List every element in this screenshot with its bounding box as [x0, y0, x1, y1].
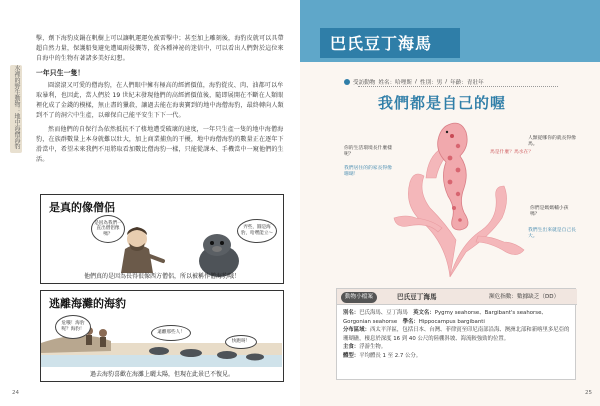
comic-panel-monk [40, 194, 284, 284]
speech-bubble-warning: 遠離那些人！ [151, 325, 191, 341]
fact-card-status: 瀕危指數：數據缺乏（DD） [489, 294, 560, 300]
comic-panel-beach-caption: 過去海豹喜歡在海灘上曬太陽，但現在此景已不復見。 [89, 371, 234, 378]
fact-food-line: 主食：浮游生物。 [343, 344, 387, 351]
speech-bubble-seal: 弄些，圓是海豹，哈嘿能立～ [237, 219, 277, 243]
interviewee-profile: 受訪動物 姓名：哈哩斯 / 性別：男 / 年齡：青壯年 [344, 78, 484, 86]
profile-name: 姓名：哈哩斯 [378, 80, 412, 86]
chapter-side-tab [10, 65, 22, 153]
page-number-right: 25 [585, 390, 592, 396]
profile-label: 受訪動物 [353, 80, 376, 86]
question-parenting: 你們是媽媽輔小孩嗎？ [530, 206, 569, 217]
article-body [36, 34, 284, 169]
comic-panel-monk-title: 是真的像僧侶 [49, 201, 115, 214]
comic-panel-beach [40, 290, 284, 382]
headline: 我們都是自己的喔 [378, 94, 507, 112]
question-horse: 馬是什麼？馬水在？ [490, 150, 534, 155]
speech-bubble-monk: 是因為我們一直出僧侶像嗎？ [91, 215, 125, 243]
fact-card-species-name: 巴氏豆丁海馬 [397, 293, 437, 301]
seahorse-body [438, 123, 468, 230]
profile-marker-icon [344, 79, 350, 85]
intro-paragraph: 擊，劑下海豹皮鍋在帆樹上可以讓帆運運免被雷擊中；甚至加上雕刻後，海豹皮就可以具帶超自然力量，保護船隻避免遭風雨侵襲等，從各種神祕的迷信中，可以看出人們對於這位來自海中的生物有著諸多美好幻想。 [36, 35, 284, 62]
answer-horse: 人類從哪你的就長得像馬。 [528, 136, 576, 147]
fact-card-header [337, 289, 577, 305]
page-number-left: 24 [12, 390, 19, 396]
paragraph-population-decline: 然而他們的自保行為依然抵抗不了棲地遭受破壞的速度，一年只生產一隻的地中海僧海豹，在族群數量上本身就難以壯大，加上商業捕魚的干擾，地中海僧海豹的數量正在逐年下滑當中，希望未來我們不用將取看加數比僧海豹一樣，只能從課本、手機當中一窺他們的生活。 [36, 126, 284, 163]
answer-parenting: 我們生出來就是自己長大。 [528, 228, 576, 239]
section-subheading: 一年只生一隻！ [36, 69, 85, 77]
fact-card-body [343, 309, 571, 361]
page-title: 巴氏豆丁海馬 [330, 34, 433, 53]
fact-size-line: 體型：平均體長 1 至 2.7 公分。 [343, 352, 422, 359]
profile-divider [358, 86, 558, 87]
speech-bubble-hunter: 危哦！海豹呢？海豹！ [55, 315, 91, 339]
right-page [300, 0, 600, 406]
profile-age: 年齡：青壯年 [450, 80, 484, 86]
fact-card-badge: 動物小檔案 [341, 292, 377, 303]
monk-figure [121, 227, 163, 273]
chapter-side-tab-label: 水裡的野生動物：地中海僧海豹 [13, 65, 20, 149]
question-habitat: 你的生活環境長什麼樣呢？ [344, 146, 392, 157]
fact-distribution-line: 分布區域：西太平洋區，包括日本、台灣、菲律賓至印尼南部沿海、澳洲北部和新喀里多尼亞的珊瑚礁，棲息於深度 16 到 40 公尺的陸棚斜坡、海流較強勁的位置。 [343, 327, 570, 342]
comic-panel-monk-caption: 他們真的是因為長得很像西方僧侶，所以被稱作僧海豹哦！ [83, 273, 240, 280]
paragraph-economic-value: 圓滾滾又可愛的僧海豹，在人們眼中擁有極高的經濟價值，海豹從皮、肉、油都可以牟取暴利，也因此，當人們於 19 世紀末發現他們的高經濟價值後，隨即展開在不斷在人類眼裡化成了金錢的模樣，無止盡的獵殺，讓過去能在海裏寶到的地中海僧海豹，最終轉向人類到不了的洞穴中生產，以確保自己能平安生下下一代。 [36, 82, 284, 119]
comic-panel-beach-title: 逃離海灘的海豹 [49, 297, 126, 310]
answer-habitat: 我們居住的的家長得像珊瑚！ [344, 166, 392, 177]
animal-fact-card [336, 288, 576, 380]
speech-bubble-run: 快跑呀！ [225, 335, 257, 349]
fact-alias-line: 別名：巴氏海馬、豆丁海馬 英文名：Pygmy seahorse、Bargibant's seahorse、Gorgonian seahorse 學名：Hippocampus bargibanti [343, 310, 547, 325]
profile-gender: 性別：男 [419, 80, 443, 86]
